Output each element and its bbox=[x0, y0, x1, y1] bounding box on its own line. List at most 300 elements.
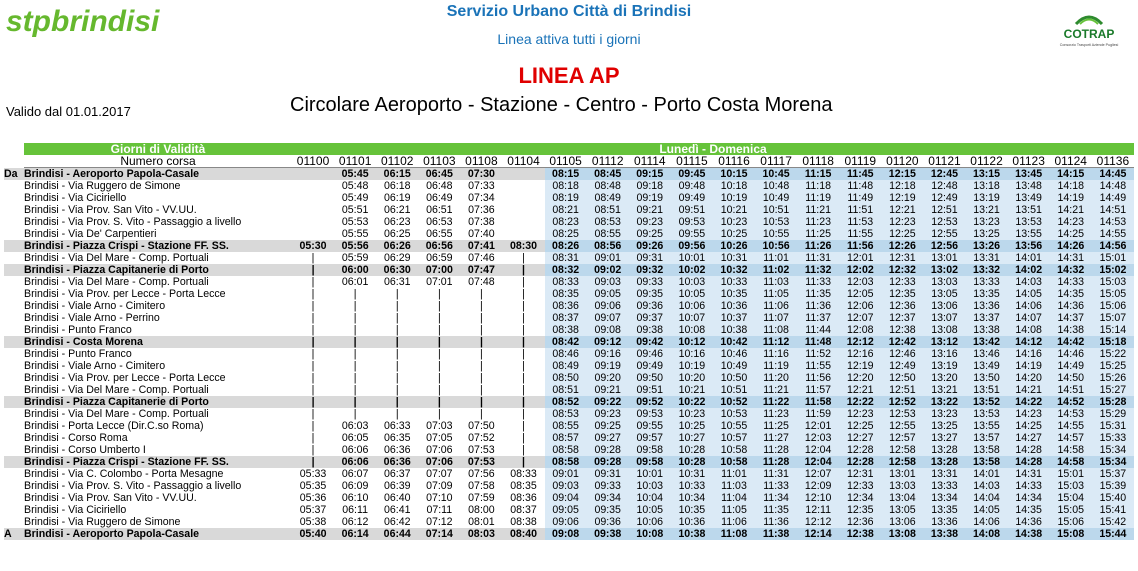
time-cell: 10:49 bbox=[713, 360, 755, 372]
time-cell: 14:22 bbox=[1008, 396, 1050, 408]
time-cell: 06:49 bbox=[426, 192, 453, 204]
time-cell: 10:35 bbox=[713, 288, 755, 300]
time-cell: 09:58 bbox=[629, 444, 671, 456]
time-cell: 15:01 bbox=[1050, 468, 1092, 480]
time-cell: 14:58 bbox=[1050, 456, 1092, 468]
time-cell: | bbox=[311, 432, 315, 444]
time-cell: 14:37 bbox=[1050, 312, 1092, 324]
time-cell: 12:28 bbox=[839, 456, 881, 468]
time-cell: 12:35 bbox=[839, 504, 881, 516]
time-cell: 13:08 bbox=[881, 528, 923, 540]
time-cell: 12:15 bbox=[881, 168, 923, 181]
time-cell: 13:21 bbox=[923, 384, 965, 396]
time-cell: 12:52 bbox=[881, 396, 923, 408]
time-cell: 08:01 bbox=[468, 516, 495, 528]
time-cell: 05:48 bbox=[341, 180, 369, 192]
row-prefix: Da bbox=[4, 168, 24, 181]
time-cell: 14:23 bbox=[1008, 408, 1050, 420]
time-cell: 10:08 bbox=[671, 324, 713, 336]
time-cell: 09:25 bbox=[587, 420, 629, 432]
row-prefix bbox=[4, 492, 24, 504]
time-cell: 08:15 bbox=[545, 168, 587, 181]
time-cell: 15:07 bbox=[1092, 312, 1134, 324]
time-cell: 14:02 bbox=[1008, 264, 1050, 276]
time-cell: 09:23 bbox=[629, 216, 671, 228]
time-cell: 15:44 bbox=[1092, 528, 1134, 540]
row-prefix bbox=[4, 252, 24, 264]
time-cell: 08:58 bbox=[545, 444, 587, 456]
time-cell: | bbox=[460, 336, 502, 348]
time-cell: 12:06 bbox=[839, 300, 881, 312]
time-cell: 09:36 bbox=[587, 516, 629, 528]
time-cell: 12:33 bbox=[839, 480, 881, 492]
time-cell: | bbox=[395, 408, 399, 420]
time-cell: 07:41 bbox=[460, 240, 502, 252]
time-cell: | bbox=[311, 372, 315, 384]
table-row bbox=[4, 480, 1134, 492]
time-cell: 11:20 bbox=[755, 372, 797, 384]
row-prefix bbox=[4, 504, 24, 516]
row-prefix bbox=[4, 312, 24, 324]
time-cell: 07:14 bbox=[418, 528, 460, 540]
time-cell: 06:21 bbox=[383, 204, 411, 216]
time-cell: 08:25 bbox=[545, 228, 587, 240]
time-cell: 14:19 bbox=[1008, 360, 1050, 372]
time-cell: 10:12 bbox=[671, 336, 713, 348]
time-cell: 14:21 bbox=[1008, 384, 1050, 396]
time-cell: 10:07 bbox=[671, 312, 713, 324]
time-cell: 11:19 bbox=[755, 360, 797, 372]
time-cell: 11:53 bbox=[839, 216, 881, 228]
time-cell: | bbox=[480, 348, 483, 360]
course-number-label: Numero corsa bbox=[24, 155, 292, 168]
time-cell: 08:55 bbox=[545, 420, 587, 432]
time-cell: 10:34 bbox=[671, 492, 713, 504]
time-cell: 14:23 bbox=[1050, 216, 1092, 228]
time-cell: 08:31 bbox=[545, 252, 587, 264]
time-cell: | bbox=[522, 408, 525, 420]
time-cell: 13:46 bbox=[966, 348, 1008, 360]
time-cell: 12:46 bbox=[881, 348, 923, 360]
time-cell: 08:38 bbox=[545, 324, 587, 336]
row-prefix bbox=[4, 180, 24, 192]
table-row bbox=[4, 492, 1134, 504]
time-cell: 06:37 bbox=[383, 468, 411, 480]
time-cell: 06:51 bbox=[426, 204, 453, 216]
time-cell: 10:51 bbox=[755, 204, 797, 216]
time-cell: 13:25 bbox=[923, 420, 965, 432]
time-cell: 08:00 bbox=[468, 504, 495, 516]
time-cell: | bbox=[353, 372, 357, 384]
time-cell: 09:55 bbox=[629, 420, 671, 432]
time-cell: 15:25 bbox=[1092, 360, 1134, 372]
time-cell: | bbox=[292, 456, 334, 468]
time-cell: 11:25 bbox=[755, 420, 797, 432]
time-cell: 10:05 bbox=[629, 504, 671, 516]
time-cell: 15:03 bbox=[1050, 480, 1092, 492]
time-cell: | bbox=[395, 312, 399, 324]
time-cell: 12:08 bbox=[839, 324, 881, 336]
time-cell: 08:35 bbox=[545, 288, 587, 300]
time-cell: 13:31 bbox=[966, 252, 1008, 264]
time-cell: 10:15 bbox=[713, 168, 755, 181]
time-cell: | bbox=[437, 324, 441, 336]
time-cell: 11:03 bbox=[755, 276, 797, 288]
time-cell: | bbox=[522, 372, 525, 384]
time-cell: 14:49 bbox=[1050, 360, 1092, 372]
time-cell: 11:36 bbox=[797, 300, 839, 312]
time-cell: 09:02 bbox=[587, 264, 629, 276]
time-cell: 10:52 bbox=[713, 396, 755, 408]
time-cell: 08:36 bbox=[510, 492, 537, 504]
time-cell: 09:08 bbox=[587, 324, 629, 336]
time-cell: 13:28 bbox=[923, 456, 965, 468]
time-cell: 14:31 bbox=[1008, 468, 1050, 480]
time-cell: 14:48 bbox=[1092, 180, 1134, 192]
cotrap-subtitle: Consorzio Trasporti Aziende Pugliesi bbox=[1059, 43, 1119, 47]
time-cell: 08:55 bbox=[587, 228, 629, 240]
time-cell: 13:35 bbox=[923, 504, 965, 516]
time-cell: 12:01 bbox=[839, 252, 881, 264]
time-cell: 08:30 bbox=[502, 240, 544, 252]
time-cell: 15:27 bbox=[1092, 384, 1134, 396]
time-cell: 13:03 bbox=[923, 276, 965, 288]
stop-name: Brindisi - Piazza Capitanerie di Porto bbox=[24, 264, 292, 276]
time-cell: 12:48 bbox=[923, 180, 965, 192]
time-cell: 11:05 bbox=[755, 288, 797, 300]
time-cell: 06:09 bbox=[341, 480, 369, 492]
time-cell: 10:16 bbox=[671, 348, 713, 360]
course-code: 01136 bbox=[1092, 155, 1134, 168]
time-cell: 13:32 bbox=[966, 264, 1008, 276]
time-cell: 13:08 bbox=[923, 324, 965, 336]
time-cell: | bbox=[437, 408, 441, 420]
course-code: 01115 bbox=[671, 155, 713, 168]
time-cell: | bbox=[502, 264, 544, 276]
time-cell: 08:57 bbox=[545, 432, 587, 444]
row-prefix bbox=[4, 324, 24, 336]
time-cell: 13:31 bbox=[923, 468, 965, 480]
time-cell: 10:36 bbox=[671, 516, 713, 528]
time-cell: 14:42 bbox=[1050, 336, 1092, 348]
time-cell: | bbox=[480, 288, 483, 300]
time-cell: 06:56 bbox=[418, 240, 460, 252]
time-cell: | bbox=[395, 360, 399, 372]
time-cell: | bbox=[480, 408, 483, 420]
time-cell: 09:48 bbox=[671, 180, 713, 192]
time-cell: 09:49 bbox=[629, 360, 671, 372]
time-cell: 10:53 bbox=[713, 408, 755, 420]
time-cell: 10:25 bbox=[713, 228, 755, 240]
time-cell: 06:15 bbox=[376, 168, 418, 181]
time-cell: 12:53 bbox=[923, 216, 965, 228]
time-cell: 11:45 bbox=[839, 168, 881, 181]
stop-name: Brindisi - Corso Roma bbox=[24, 432, 128, 444]
stop-name: Brindisi - Via Del Mare - Comp. Portuali bbox=[24, 276, 209, 288]
time-cell: 06:06 bbox=[334, 456, 376, 468]
time-cell: 11:51 bbox=[839, 204, 881, 216]
time-cell: 13:25 bbox=[966, 228, 1008, 240]
time-cell: 14:46 bbox=[1050, 348, 1092, 360]
time-cell bbox=[292, 168, 334, 181]
time-cell: 08:37 bbox=[510, 504, 537, 516]
time-cell: 12:22 bbox=[839, 396, 881, 408]
time-cell: | bbox=[395, 300, 399, 312]
time-cell: 15:31 bbox=[1092, 420, 1134, 432]
time-cell: 05:49 bbox=[341, 192, 369, 204]
time-cell: | bbox=[522, 420, 525, 432]
table-row bbox=[4, 420, 1134, 432]
time-cell: 12:56 bbox=[923, 240, 965, 252]
time-cell: 10:08 bbox=[629, 528, 671, 540]
time-cell: 12:50 bbox=[881, 372, 923, 384]
time-cell: 13:03 bbox=[881, 480, 923, 492]
table-row bbox=[4, 360, 1134, 372]
time-cell: 12:49 bbox=[881, 360, 923, 372]
time-cell: 14:25 bbox=[1050, 228, 1092, 240]
row-prefix bbox=[4, 216, 24, 228]
time-cell: 09:18 bbox=[629, 180, 671, 192]
time-cell: 11:08 bbox=[713, 528, 755, 540]
course-code: 01101 bbox=[334, 155, 376, 168]
time-cell: 09:46 bbox=[629, 348, 671, 360]
row-prefix bbox=[4, 432, 24, 444]
time-cell: 11:59 bbox=[797, 408, 839, 420]
time-cell: 13:22 bbox=[923, 396, 965, 408]
time-cell: 15:34 bbox=[1092, 456, 1134, 468]
course-code: 01117 bbox=[755, 155, 797, 168]
time-cell: 07:56 bbox=[468, 468, 495, 480]
time-cell: 10:21 bbox=[713, 204, 755, 216]
time-cell: 06:45 bbox=[418, 168, 460, 181]
time-cell: 14:18 bbox=[1050, 180, 1092, 192]
time-cell: 09:32 bbox=[629, 264, 671, 276]
time-cell: 14:19 bbox=[1050, 192, 1092, 204]
time-cell: | bbox=[311, 384, 315, 396]
time-cell: 12:31 bbox=[839, 468, 881, 480]
time-cell: 09:53 bbox=[629, 408, 671, 420]
time-cell: 12:58 bbox=[881, 456, 923, 468]
row-prefix bbox=[4, 480, 24, 492]
time-cell: 15:28 bbox=[1092, 396, 1134, 408]
time-cell: | bbox=[437, 360, 441, 372]
time-cell: 13:05 bbox=[923, 288, 965, 300]
time-cell: 11:01 bbox=[755, 252, 797, 264]
time-cell: 09:37 bbox=[629, 312, 671, 324]
time-cell: 15:14 bbox=[1092, 324, 1134, 336]
time-cell: 08:49 bbox=[587, 192, 629, 204]
course-code: 01116 bbox=[713, 155, 755, 168]
stop-name: Brindisi - Via De' Carpentieri bbox=[24, 228, 157, 240]
row-prefix bbox=[4, 228, 24, 240]
time-cell: 12:37 bbox=[881, 312, 923, 324]
time-cell: 14:36 bbox=[1008, 516, 1050, 528]
time-cell: 14:16 bbox=[1008, 348, 1050, 360]
time-cell: 07:50 bbox=[468, 420, 495, 432]
time-cell: | bbox=[311, 420, 315, 432]
time-cell: 05:56 bbox=[334, 240, 376, 252]
row-prefix bbox=[4, 204, 24, 216]
time-cell: 08:18 bbox=[545, 180, 587, 192]
time-cell: 14:32 bbox=[1050, 264, 1092, 276]
time-cell: 05:30 bbox=[292, 240, 334, 252]
time-cell: | bbox=[522, 360, 525, 372]
time-cell: 14:33 bbox=[1008, 480, 1050, 492]
time-cell: 13:28 bbox=[923, 444, 965, 456]
time-cell: 06:11 bbox=[342, 504, 368, 516]
time-cell: 06:25 bbox=[383, 228, 411, 240]
time-cell: 14:35 bbox=[1050, 288, 1092, 300]
time-cell: 10:57 bbox=[713, 432, 755, 444]
time-cell: 07:48 bbox=[468, 276, 495, 288]
time-cell: | bbox=[334, 396, 376, 408]
time-cell: 08:36 bbox=[545, 300, 587, 312]
time-cell: 10:55 bbox=[755, 228, 797, 240]
table-row bbox=[4, 456, 1134, 468]
row-prefix bbox=[4, 336, 24, 348]
time-cell: 13:15 bbox=[966, 168, 1008, 181]
time-cell: 14:20 bbox=[1008, 372, 1050, 384]
time-cell: | bbox=[522, 324, 525, 336]
row-prefix: A bbox=[4, 528, 24, 540]
time-cell: 15:33 bbox=[1092, 432, 1134, 444]
row-prefix bbox=[4, 360, 24, 372]
stop-name: Brindisi - Costa Morena bbox=[24, 336, 292, 348]
time-cell: 07:53 bbox=[460, 456, 502, 468]
time-cell: 07:06 bbox=[418, 456, 460, 468]
time-cell: | bbox=[522, 300, 525, 312]
time-cell: 09:52 bbox=[629, 396, 671, 408]
time-cell: | bbox=[437, 312, 441, 324]
time-cell: 07:30 bbox=[460, 168, 502, 181]
time-cell: 11:33 bbox=[797, 276, 839, 288]
table-row bbox=[4, 396, 1134, 408]
time-cell: 11:35 bbox=[797, 288, 839, 300]
time-cell: 10:27 bbox=[671, 432, 713, 444]
time-cell: 13:12 bbox=[923, 336, 965, 348]
time-cell: 12:51 bbox=[923, 204, 965, 216]
time-cell: 11:33 bbox=[755, 480, 797, 492]
time-cell: 10:38 bbox=[713, 324, 755, 336]
stop-name: Brindisi - Corso Umberto I bbox=[24, 444, 146, 456]
time-cell: 14:21 bbox=[1050, 204, 1092, 216]
time-cell: | bbox=[395, 324, 399, 336]
time-cell: 11:06 bbox=[713, 516, 755, 528]
stop-name: Brindisi - Via Ciciriello bbox=[24, 192, 127, 204]
time-cell: 11:28 bbox=[755, 444, 797, 456]
time-cell: 13:50 bbox=[966, 372, 1008, 384]
table-row bbox=[4, 168, 1134, 181]
time-cell: | bbox=[311, 444, 315, 456]
time-cell: 14:50 bbox=[1050, 372, 1092, 384]
time-cell: 10:31 bbox=[713, 252, 755, 264]
time-cell: 11:55 bbox=[839, 228, 881, 240]
time-cell: 12:07 bbox=[839, 312, 881, 324]
time-cell: 09:31 bbox=[587, 468, 629, 480]
time-cell: 08:33 bbox=[545, 276, 587, 288]
time-cell: | bbox=[353, 312, 357, 324]
time-cell: 15:04 bbox=[1050, 492, 1092, 504]
time-cell: 12:16 bbox=[839, 348, 881, 360]
time-cell: | bbox=[437, 300, 441, 312]
time-cell: 13:58 bbox=[966, 456, 1008, 468]
course-code: 01104 bbox=[502, 155, 544, 168]
time-cell: 14:15 bbox=[1050, 168, 1092, 181]
time-cell: 11:35 bbox=[755, 504, 797, 516]
time-cell: 11:57 bbox=[797, 384, 839, 396]
time-cell: | bbox=[311, 408, 315, 420]
time-cell: 10:04 bbox=[629, 492, 671, 504]
time-cell: 10:18 bbox=[713, 180, 755, 192]
time-cell: 09:27 bbox=[587, 432, 629, 444]
course-code: 01103 bbox=[418, 155, 460, 168]
time-cell: | bbox=[502, 396, 544, 408]
time-cell: | bbox=[522, 348, 525, 360]
time-cell: 11:49 bbox=[839, 192, 881, 204]
time-cell: 09:07 bbox=[587, 312, 629, 324]
time-cell: 09:08 bbox=[545, 528, 587, 540]
row-prefix bbox=[4, 240, 24, 252]
table-row bbox=[4, 300, 1134, 312]
time-cell: | bbox=[460, 396, 502, 408]
time-cell: 10:23 bbox=[713, 216, 755, 228]
time-cell bbox=[292, 216, 334, 228]
time-cell: 14:45 bbox=[1092, 168, 1134, 181]
time-cell: 10:46 bbox=[713, 348, 755, 360]
time-cell: 15:06 bbox=[1092, 300, 1134, 312]
time-cell: 10:19 bbox=[713, 192, 755, 204]
time-cell: 07:06 bbox=[426, 444, 453, 456]
time-cell: 06:12 bbox=[341, 516, 369, 528]
time-cell: 13:05 bbox=[881, 504, 923, 516]
time-cell bbox=[502, 228, 544, 240]
time-cell bbox=[502, 204, 544, 216]
course-code: 01114 bbox=[629, 155, 671, 168]
time-cell: 11:28 bbox=[755, 456, 797, 468]
time-cell: 08:49 bbox=[545, 360, 587, 372]
time-cell: 07:47 bbox=[460, 264, 502, 276]
time-cell: 12:19 bbox=[839, 360, 881, 372]
time-cell: 13:19 bbox=[923, 360, 965, 372]
time-cell: 12:33 bbox=[881, 276, 923, 288]
time-cell: 10:33 bbox=[671, 480, 713, 492]
time-cell: 09:42 bbox=[629, 336, 671, 348]
time-cell: | bbox=[292, 396, 334, 408]
time-cell: 14:25 bbox=[1008, 420, 1050, 432]
time-cell: 11:02 bbox=[755, 264, 797, 276]
time-cell: 05:35 bbox=[299, 480, 327, 492]
time-cell: 11:23 bbox=[797, 216, 839, 228]
time-cell: 12:21 bbox=[881, 204, 923, 216]
time-cell: 09:04 bbox=[545, 492, 587, 504]
time-cell: 11:21 bbox=[797, 204, 839, 216]
stop-name: Brindisi - Viale Arno - Cimitero bbox=[24, 360, 166, 372]
time-cell: 14:28 bbox=[1008, 444, 1050, 456]
time-cell: 13:45 bbox=[1008, 168, 1050, 181]
timetable bbox=[4, 143, 1134, 540]
time-cell: | bbox=[353, 288, 357, 300]
time-cell: 11:26 bbox=[797, 240, 839, 252]
time-cell: 10:25 bbox=[671, 420, 713, 432]
time-cell: 12:19 bbox=[881, 192, 923, 204]
table-row bbox=[4, 252, 1134, 264]
time-cell: 08:46 bbox=[545, 348, 587, 360]
row-prefix bbox=[4, 348, 24, 360]
table-row bbox=[4, 336, 1134, 348]
time-cell: 11:37 bbox=[797, 312, 839, 324]
time-cell: 11:08 bbox=[755, 324, 797, 336]
page-subtitle: Linea attiva tutti i giorni bbox=[497, 31, 641, 47]
